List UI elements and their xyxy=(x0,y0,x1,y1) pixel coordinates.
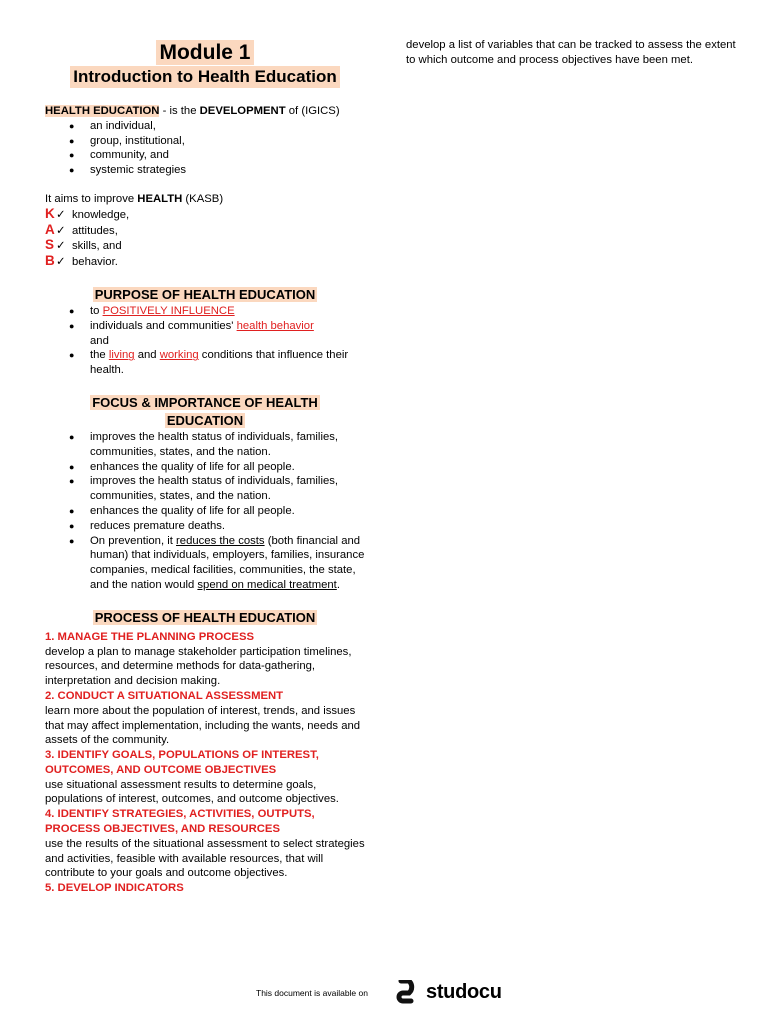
step-title: 2. CONDUCT A SITUATIONAL ASSESSMENT xyxy=(45,689,284,702)
list-item: ● reduces premature deaths. xyxy=(45,519,365,534)
purpose-highlight: POSITIVELY INFLUENCE xyxy=(102,304,235,317)
check-icon: ✓ xyxy=(56,240,66,253)
list-item xyxy=(45,304,365,319)
definition-mid: - is the xyxy=(159,105,200,117)
purpose-heading xyxy=(45,286,365,304)
step-text: use the results of the situational assessment to select strategies and activities, feasible with available resources, that will contribute to your goals and outcome objectives. xyxy=(45,837,365,880)
list-item: ● enhances the quality of life for all people. xyxy=(45,460,365,475)
step-text: use situational assessment results to determine goals, populations of interest, outcomes, and outcome objectives. xyxy=(45,778,339,806)
kasb-text: knowledge, xyxy=(72,208,130,221)
document-title: Introduction to Health Education xyxy=(70,66,339,88)
title-block xyxy=(45,38,365,88)
purpose-text: and xyxy=(90,334,109,347)
definition-bold: DEVELOPMENT xyxy=(199,105,286,117)
check-icon: ✓ xyxy=(56,256,66,269)
focus-heading-line1: FOCUS & IMPORTANCE OF HEALTH xyxy=(92,394,318,410)
aims-pre: It aims to improve xyxy=(45,192,138,205)
process-steps xyxy=(45,630,365,896)
kasb-item xyxy=(45,207,365,223)
step-text: develop a plan to manage stakeholder participation timelines, resources, and determine methods for data-gathering, interpretation and decision making. xyxy=(45,645,352,688)
step-text: learn more about the population of interest, trends, and issues that may affect implementation, including the wants, needs and assets of the community. xyxy=(45,704,361,747)
list-item: ● systemic strategies xyxy=(45,163,365,178)
step-text-continued: develop a list of variables that can be tracked to assess the extent to which outcome and process objectives have been met. xyxy=(406,39,736,66)
purpose-text: conditions that influence their health. xyxy=(90,349,349,377)
purpose-text: and xyxy=(134,349,160,362)
kasb-letter: A xyxy=(45,221,55,237)
list-item: ● improves the health status of individuals, families, communities, states, and the nation. xyxy=(45,474,365,504)
right-column xyxy=(406,38,736,68)
focus-text: On prevention, it xyxy=(90,534,177,547)
purpose-list xyxy=(45,304,365,378)
focus-underline: spend on medical treatment xyxy=(197,578,337,591)
studocu-brand: studocu xyxy=(426,981,502,1003)
purpose-highlight: health behavior xyxy=(236,319,314,332)
module-title: Module 1 xyxy=(156,40,253,65)
step-title: 3. IDENTIFY GOALS, POPULATIONS OF INTEREST, OUTCOMES, AND OUTCOME OBJECTIVES xyxy=(45,749,319,776)
check-icon: ✓ xyxy=(56,224,66,237)
kasb-item xyxy=(45,238,365,254)
list-item: ● an individual, xyxy=(45,119,365,134)
aims-line xyxy=(45,192,365,207)
list-item: ● improves the health status of individuals, families, communities, states, and the nation. xyxy=(45,430,365,460)
purpose-text: the xyxy=(90,349,109,362)
kasb-text: attitudes, xyxy=(72,224,118,237)
focus-heading xyxy=(45,394,365,430)
list-item xyxy=(45,348,365,378)
aims-post: (KASB) xyxy=(182,192,224,205)
purpose-highlight: working xyxy=(159,349,199,362)
list-item xyxy=(45,534,365,593)
list-item: ● enhances the quality of life for all people. xyxy=(45,504,365,519)
definition-rest: of (IGICS) xyxy=(285,105,340,117)
left-column xyxy=(45,38,365,896)
kasb-list xyxy=(45,207,365,270)
kasb-item xyxy=(45,254,365,270)
kasb-text: skills, and xyxy=(72,240,122,253)
footer-available-text: This document is available on xyxy=(256,988,368,998)
check-icon: ✓ xyxy=(56,208,66,221)
definition-term: HEALTH EDUCATION xyxy=(45,105,160,117)
focus-heading-line2: EDUCATION xyxy=(166,412,244,428)
step-title: 4. IDENTIFY STRATEGIES, ACTIVITIES, OUTPUTS, PROCESS OBJECTIVES, AND RESOURCES xyxy=(45,808,315,836)
kasb-letter: B xyxy=(45,253,55,269)
aims-bold: HEALTH xyxy=(137,192,183,205)
list-item: ● group, institutional, xyxy=(45,134,365,149)
focus-text: (both financial and human) that individuals, employers, families, insurance companies, medical facilities, communities, the state, and the nation would xyxy=(90,534,365,591)
purpose-highlight: living xyxy=(108,349,135,362)
list-item: ● community, and xyxy=(45,148,365,163)
studocu-footer[interactable] xyxy=(256,980,536,1010)
kasb-item xyxy=(45,223,365,239)
focus-text: . xyxy=(336,578,340,591)
kasb-text: behavior. xyxy=(72,256,118,269)
process-heading-text: PROCESS OF HEALTH EDUCATION xyxy=(94,609,316,625)
purpose-heading-text: PURPOSE OF HEALTH EDUCATION xyxy=(94,286,316,302)
step-title: 1. MANAGE THE PLANNING PROCESS xyxy=(45,630,255,643)
studocu-logo-icon xyxy=(394,980,418,1006)
step-title: 5. DEVELOP INDICATORS xyxy=(45,882,184,895)
purpose-text: individuals and communities' xyxy=(90,319,237,332)
process-heading xyxy=(45,609,365,627)
kasb-letter: S xyxy=(45,237,55,253)
list-item xyxy=(45,319,365,349)
igics-list xyxy=(45,119,365,178)
definition-line xyxy=(45,104,365,119)
kasb-letter: K xyxy=(45,205,55,221)
focus-underline: reduces the costs xyxy=(176,534,265,547)
purpose-text: to xyxy=(90,304,103,317)
focus-list xyxy=(45,430,365,593)
